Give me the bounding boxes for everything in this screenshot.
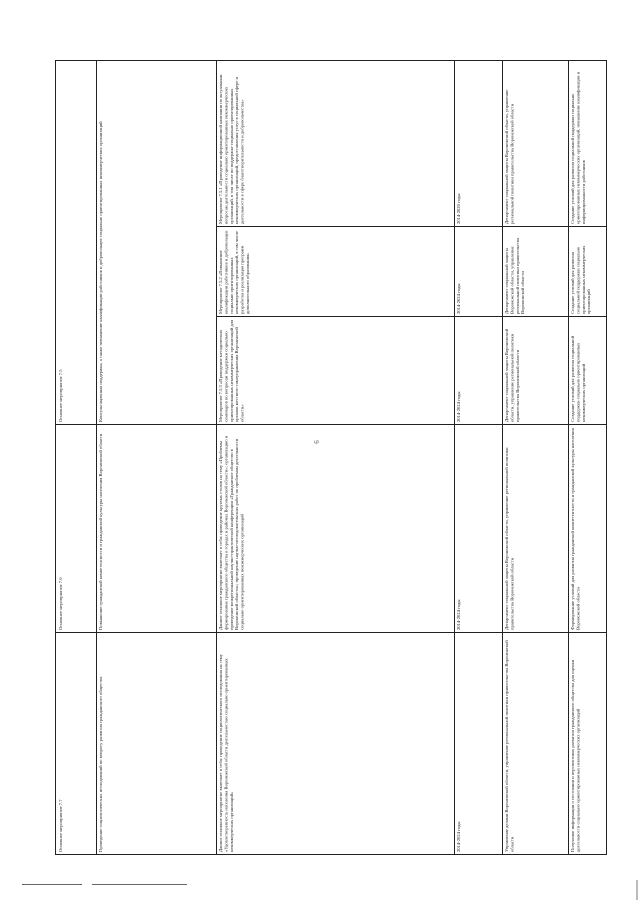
measure-item-result: Создание условий для развития социальной поддержки социально ориентированных некоммерческих организаций — [570, 245, 592, 314]
measure-name: Основное мероприятие 7.7 — [58, 799, 63, 852]
measure-item-period: 2014-2024 годы — [456, 283, 461, 314]
measure-goal: Проведение социологических исследований по вопросу развития гражданского общества — [98, 676, 103, 852]
measure-name: Основное мероприятие 7.5 — [58, 369, 63, 422]
measure-item-text: Мероприятие 7.5.1 «Проведение информационной кампании по актуальным вопросам деятельности социально ориентированных некоммерческих организаций, в том числе по поддержке социально ориентированных некоммерческих организаций, предоставления услуг в социальной сфере и деятельности в сфере благотворительности и добровольчества» — [218, 74, 245, 224]
measure-item-executor: Департамент социальной защиты Воронежской области, управление региональной политики правительства Воронежской области — [504, 447, 515, 630]
measure-item-executor: Управление делами Воронежской области, управление региональной политики правительства Воронежской области — [504, 640, 515, 852]
column-divider — [454, 61, 455, 854]
column-divider — [502, 61, 503, 854]
column-divider — [216, 61, 217, 854]
row-divider — [56, 424, 606, 425]
column-divider — [96, 61, 97, 854]
measure-item-text: Мероприятие 7.5.3 «Проведение методических семинаров по вопросам поддержки социально ориентированных некоммерческих организаций для органов местного самоуправления Воронежской области» — [218, 319, 245, 422]
scan-footer-marks — [22, 884, 222, 890]
measure-item-text: Данное основное мероприятие включает в себя: проведение круглых столов на тему «Проблемы формирования гражданского общества в городах и районах Воронежской области»; организацию и проведение межрегиональной научно-практической конференции «Гражданское общество в Воронежской области»; проведение научно-исследовательских работ по проблемам деятельности социально ориентированных некоммерческих организаций — [218, 435, 245, 630]
measure-item-result: Создание условий для развития социальной поддержки социально ориентированных некоммерческих организаций, повышение квалификации и информированности работников — [570, 71, 586, 224]
measure-item-period: 2014-2024 годы — [456, 821, 461, 852]
measure-item-result: Формирование условий для развития гражданской компетентности и гражданской культуры населения Воронежской области — [570, 428, 581, 630]
measure-item-period: 2014-2024 годы — [456, 391, 461, 422]
scan-mark — [92, 884, 187, 885]
measure-item-executor: Департамент социальной защиты Воронежской области, управление региональной политики правительства Воронежской области — [504, 89, 515, 224]
program-measures-table — [55, 60, 607, 855]
measure-item-period: 2014-2024 годы — [456, 599, 461, 630]
measure-goal: Повышение гражданской компетентности и гражданской культуры населения Воронежской области — [98, 433, 103, 630]
measure-item-text: Мероприятие 7.5.2 «Повышение квалификации работников и добровольцев социально ориентированных некоммерческих организаций, в том числе разработка и реализация программ дополнительного образования» — [218, 230, 251, 314]
row-divider — [56, 632, 606, 633]
measure-item-result: Получение информации о состоянии и перспективах развития гражданского общества для оценки деятельности социально ориентированных некоммерческих организаций — [570, 659, 581, 852]
measure-item-period: 2014-2020 годы — [456, 193, 461, 224]
subrow-divider — [216, 316, 606, 317]
scan-mark — [22, 884, 82, 885]
scan-edge-mark — [636, 880, 638, 900]
measure-name: Основное мероприятие 7.6 — [58, 577, 63, 630]
measure-goal: Консультационная поддержка, а также повышение квалификации работников и добровольцев социально ориентированных некоммерческих организаций — [98, 121, 103, 422]
page-number: 6 — [312, 440, 321, 444]
subrow-divider — [216, 226, 606, 227]
measure-item-result: Создание условий для развития социальной поддержки социально ориентированных некоммерческих организаций — [570, 335, 586, 422]
column-divider — [568, 61, 569, 854]
measure-item-executor: Департамент социальной защиты Воронежской области, управление региональной политики правительства Воронежской области — [504, 237, 526, 314]
measure-item-text: Данное основное мероприятие включает в себя: проведение социологического исследования на тему «Удовлетворенность населения Воронежской области деятельностью социально ориентированных некоммерческих организаций» — [218, 654, 234, 852]
measure-item-executor: Департамент социальной защиты Воронежской области, управление региональной политики правительства Воронежской области — [504, 328, 520, 422]
